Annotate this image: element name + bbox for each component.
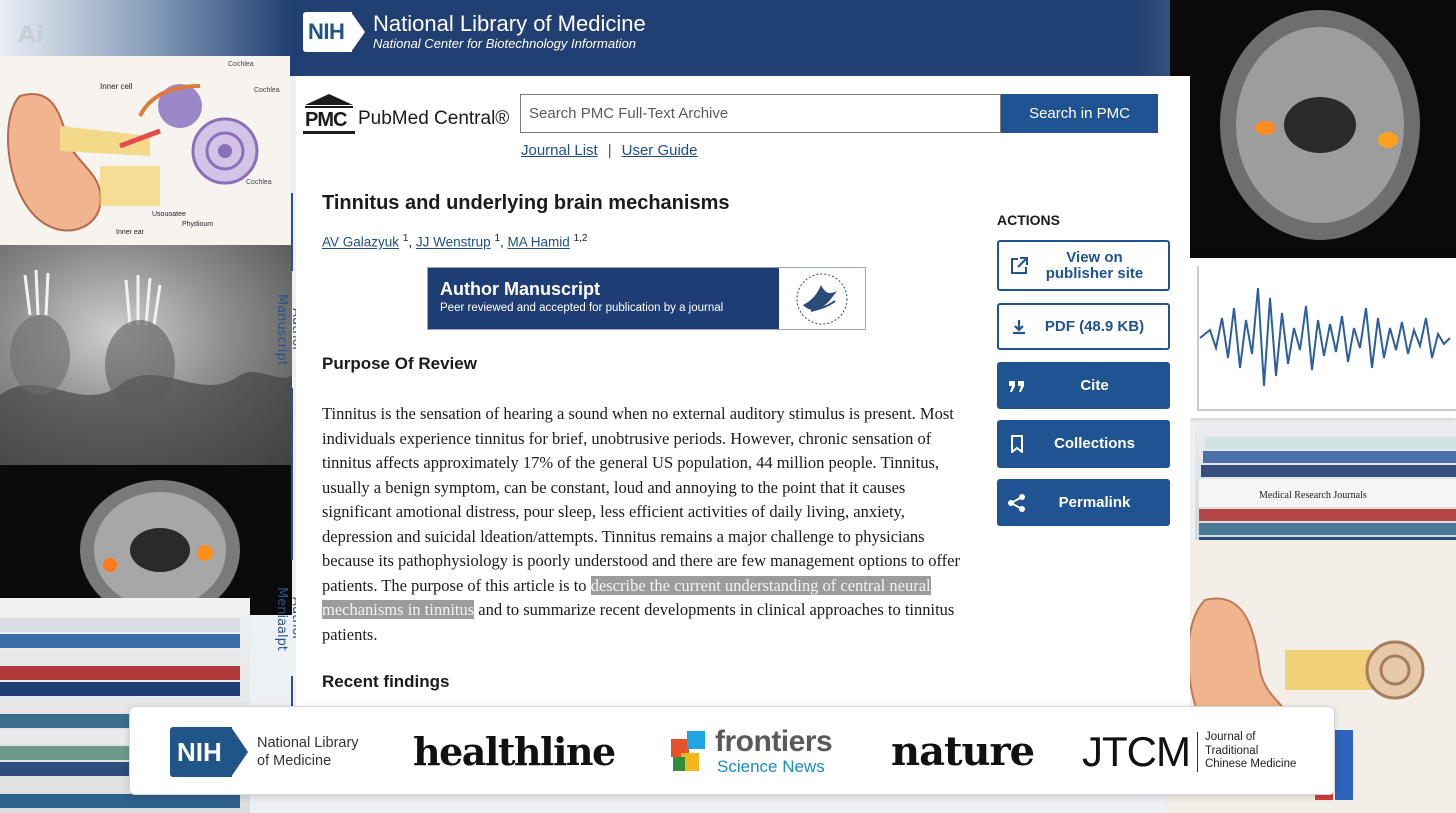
actions-heading: ACTIONS — [997, 212, 1060, 228]
external-link-icon — [999, 256, 1039, 276]
book-spine-title: Medical Research Journals — [1259, 490, 1367, 501]
link-separator: | — [607, 142, 612, 159]
nih-badge-icon — [303, 12, 365, 52]
author-link[interactable]: MA Hamid — [507, 234, 570, 250]
author-affiliation[interactable]: 1 — [494, 233, 500, 244]
permalink-label: Permalink — [1058, 493, 1131, 511]
nih-nlm-logo[interactable] — [170, 707, 359, 796]
hhs-eagle-seal-icon — [779, 268, 865, 329]
abstract-text: Tinnitus is the sensation of hearing a sound when no external auditory stimulus is present. Most individuals experience tinnitus for brief, unobtrusive periods. However, chronic sensation of tinnitus affects approximately 17% of the general US population, 44 million people. Tinnitus, usually a benign symptom, can be constant, loud and annoying to the point that it causes significant amotional distress, pour sleep, less efficient activities of daily living, anxiety, depression and suicidal ldeation/attempts. Tinnitus remains a major challenge to physicians because its pathophysiology is poorly understood and there are few management options to offer patients. The purpose of this article is to — [322, 404, 960, 595]
ear-label: Cochlea — [246, 179, 272, 186]
nlm-subtitle: National Center for Biotechnology Information — [373, 36, 637, 51]
brain-mri-scan-right — [1170, 0, 1456, 275]
pmc-name: PubMed Central® — [358, 108, 510, 129]
hair-cell-micrograph — [0, 245, 292, 465]
frontiers-cube-icon — [671, 729, 709, 775]
pmc-logo-text: PMC — [305, 109, 347, 131]
jtcm-wordmark: JTCM — [1082, 727, 1190, 775]
permalink-button[interactable] — [997, 479, 1170, 526]
author-link[interactable]: AV Galazyuk — [322, 234, 400, 250]
search-in-pmc-button[interactable]: Search in PMC — [1001, 94, 1158, 133]
nih-badge-text: NIH — [308, 19, 345, 44]
quote-icon — [997, 379, 1037, 393]
author-affiliation[interactable]: 1,2 — [573, 233, 588, 244]
ear-label: Cochlea — [254, 87, 280, 94]
brain-mri-scan — [0, 465, 292, 615]
pmc-building-icon — [303, 94, 355, 134]
banner-subtitle: Peer reviewed and accepted for publication by a journal — [440, 302, 724, 314]
author-affiliation[interactable]: 1 — [402, 233, 409, 244]
abstract-paragraph — [322, 402, 977, 647]
jtcm-logo[interactable] — [1082, 707, 1296, 796]
bookmark-icon — [997, 435, 1037, 453]
jtcm-name-line: Chinese Medicine — [1204, 758, 1297, 771]
pdf-download-button[interactable] — [997, 303, 1170, 350]
user-guide-link[interactable]: User Guide — [621, 142, 698, 159]
audio-waveform-image — [1190, 258, 1456, 418]
ai-watermark: Ai — [18, 22, 44, 48]
nature-logo[interactable]: nature — [891, 728, 1035, 775]
ear-label: Inner cell — [100, 82, 133, 91]
cite-label: Cite — [1080, 376, 1109, 394]
frontiers-logo[interactable] — [671, 707, 832, 796]
frontiers-subtitle: Science News — [717, 756, 825, 776]
banner-title: Author Manuscript — [440, 279, 600, 299]
author-manuscript-side-label: Manuscript — [274, 294, 289, 366]
cite-button[interactable] — [997, 362, 1170, 409]
nlm-logo[interactable] — [303, 12, 646, 52]
ear-label: Inner ear — [116, 229, 145, 236]
side-divider — [291, 193, 293, 271]
ear-anatomy-illustration — [0, 56, 290, 248]
jtcm-name-line: Traditional — [1204, 744, 1259, 757]
share-icon — [997, 493, 1037, 513]
ear-label: Cochlea — [228, 61, 254, 68]
article-title: Tinnitus and underlying brain mechanisms — [322, 192, 730, 214]
pmc-sub-links — [521, 142, 698, 159]
pmc-logo[interactable] — [303, 94, 509, 134]
journal-list-link[interactable]: Journal List — [521, 142, 598, 159]
pmc-search-input[interactable] — [520, 94, 1001, 133]
jtcm-divider — [1197, 732, 1198, 772]
pdf-download-label: PDF (48.9 KB) — [1044, 317, 1145, 335]
side-divider — [291, 676, 293, 706]
download-icon — [999, 318, 1039, 336]
nlm-name-line: of Medicine — [257, 752, 332, 769]
frontiers-wordmark: frontiers — [715, 724, 833, 758]
nlm-name-line: National Library — [257, 734, 359, 751]
collections-label: Collections — [1054, 435, 1135, 452]
view-on-publisher-label: View on publisher site — [1045, 248, 1144, 282]
abstract-text-end: and to summarize recent developments in clinical approaches to tinnitus patients. — [322, 600, 955, 644]
side-divider — [291, 388, 293, 560]
author-link[interactable]: JJ Wenstrup — [415, 234, 491, 250]
highlighted-text[interactable]: describe the current understanding of central neural mechanisms in tinnitus — [322, 575, 931, 619]
section-heading-purpose: Purpose Of Review — [322, 354, 477, 373]
section-heading-findings: Recent findings — [322, 672, 450, 691]
ear-label: Phydioum — [182, 221, 214, 228]
ear-label: Usouoatee — [152, 211, 186, 218]
healthline-logo[interactable]: healthline — [413, 729, 615, 774]
author-manuscript-side-label-2: Meniaalpt — [274, 586, 289, 651]
jtcm-name-line: Journal of — [1204, 731, 1256, 744]
author-list: AV Galazyuk $^1$, JJ Wenstrup $^1$, MA Hamid $^{1,2}$ — [322, 233, 588, 250]
nih-logo-text: NIH — [177, 736, 222, 767]
nlm-title: National Library of Medicine — [373, 11, 646, 36]
partner-logo-strip — [129, 706, 1335, 795]
collections-button[interactable] — [997, 420, 1170, 468]
nih-badge-icon — [170, 727, 248, 777]
view-on-publisher-button[interactable] — [997, 240, 1170, 291]
author-manuscript-banner — [427, 267, 866, 330]
